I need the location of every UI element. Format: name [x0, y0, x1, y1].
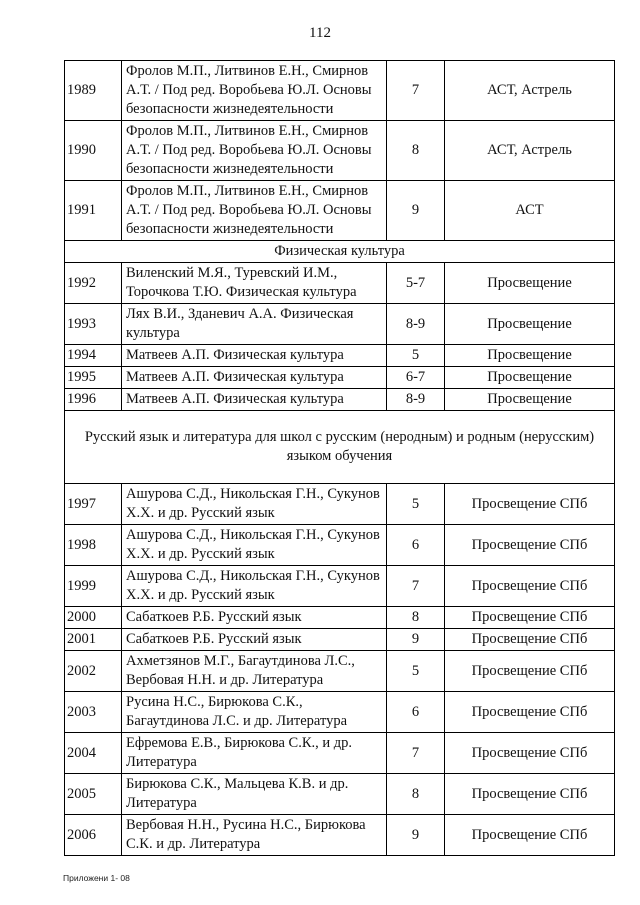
table-row: [65, 692, 615, 733]
entry-number: 1998: [65, 525, 122, 566]
entry-grade: 6: [387, 692, 445, 733]
table-row: [65, 815, 615, 856]
table-row: [65, 607, 615, 629]
table-body: [65, 61, 615, 856]
table-row: [65, 733, 615, 774]
entry-grade: 5: [387, 484, 445, 525]
table-row: [65, 304, 615, 345]
entry-publisher: Просвещение СПб: [445, 629, 615, 651]
entry-grade: 9: [387, 815, 445, 856]
entry-publisher: АСТ: [445, 181, 615, 241]
entry-publisher: Просвещение СПб: [445, 607, 615, 629]
entry-grade: 7: [387, 733, 445, 774]
table-row: [65, 629, 615, 651]
entry-publisher: Просвещение: [445, 389, 615, 411]
entry-title: Матвеев А.П. Физическая культура: [122, 389, 387, 411]
entry-title: Матвеев А.П. Физическая культура: [122, 345, 387, 367]
table-row: [65, 525, 615, 566]
table-row: [65, 181, 615, 241]
table-row: [65, 484, 615, 525]
entry-title: Русина Н.С., Бирюкова С.К., Багаутдинова Л.С. и др. Литература: [122, 692, 387, 733]
table-row: [65, 566, 615, 607]
entry-grade: 8-9: [387, 304, 445, 345]
entry-title: Ахметзянов М.Г., Багаутдинова Л.С., Вербовая Н.Н. и др. Литература: [122, 651, 387, 692]
entry-number: 2001: [65, 629, 122, 651]
entry-publisher: Просвещение СПб: [445, 525, 615, 566]
entry-grade: 7: [387, 61, 445, 121]
entry-title: Фролов М.П., Литвинов Е.Н., Смирнов А.Т. / Под ред. Воробьева Ю.Л. Основы безопасности жизнедеятельности: [122, 181, 387, 241]
entry-publisher: Просвещение СПб: [445, 774, 615, 815]
entry-grade: 8: [387, 607, 445, 629]
entry-title: Виленский М.Я., Туревский И.М., Торочкова Т.Ю. Физическая культура: [122, 263, 387, 304]
entry-number: 2005: [65, 774, 122, 815]
entry-number: 1990: [65, 121, 122, 181]
entry-title: Ефремова Е.В., Бирюкова С.К., и др. Литература: [122, 733, 387, 774]
table-row: [65, 121, 615, 181]
entry-publisher: Просвещение: [445, 263, 615, 304]
page-number: 112: [309, 25, 331, 41]
entry-title: Матвеев А.П. Физическая культура: [122, 367, 387, 389]
table-row: [65, 774, 615, 815]
entry-grade: 9: [387, 629, 445, 651]
entry-publisher: Просвещение СПб: [445, 566, 615, 607]
entry-title: Сабаткоев Р.Б. Русский язык: [122, 607, 387, 629]
entry-number: 1999: [65, 566, 122, 607]
entry-number: 2006: [65, 815, 122, 856]
entry-grade: 8-9: [387, 389, 445, 411]
entry-publisher: АСТ, Астрель: [445, 121, 615, 181]
entry-number: 1997: [65, 484, 122, 525]
entry-publisher: Просвещение СПб: [445, 692, 615, 733]
entry-publisher: АСТ, Астрель: [445, 61, 615, 121]
table-row: [65, 345, 615, 367]
entry-publisher: Просвещение СПб: [445, 815, 615, 856]
entry-publisher: Просвещение: [445, 345, 615, 367]
entry-number: 1989: [65, 61, 122, 121]
table-row: [65, 61, 615, 121]
entry-number: 1994: [65, 345, 122, 367]
table-row: [65, 367, 615, 389]
entry-title: Вербовая Н.Н., Русина Н.С., Бирюкова С.К. и др. Литература: [122, 815, 387, 856]
entry-number: 1991: [65, 181, 122, 241]
entry-grade: 9: [387, 181, 445, 241]
footer-note: Приложени 1- 08: [63, 873, 130, 883]
entry-title: Фролов М.П., Литвинов Е.Н., Смирнов А.Т. / Под ред. Воробьева Ю.Л. Основы безопасности жизнедеятельности: [122, 61, 387, 121]
textbook-table: [64, 60, 615, 856]
entry-grade: 6: [387, 525, 445, 566]
entry-title: Ашурова С.Д., Никольская Г.Н., Сукунов Х.Х. и др. Русский язык: [122, 525, 387, 566]
entry-number: 1993: [65, 304, 122, 345]
entry-grade: 5-7: [387, 263, 445, 304]
entry-number: 2004: [65, 733, 122, 774]
table-row: [65, 389, 615, 411]
entry-title: Сабаткоев Р.Б. Русский язык: [122, 629, 387, 651]
section-header-row: [65, 241, 615, 263]
section-title: Физическая культура: [65, 241, 615, 263]
section-title: Русский язык и литература для школ с русским (неродным) и родным (нерусским) языком обучения: [65, 411, 615, 484]
entry-title: Фролов М.П., Литвинов Е.Н., Смирнов А.Т. / Под ред. Воробьева Ю.Л. Основы безопасности жизнедеятельности: [122, 121, 387, 181]
entry-title: Лях В.И., Зданевич А.А. Физическая культура: [122, 304, 387, 345]
table-row: [65, 263, 615, 304]
entry-number: 2003: [65, 692, 122, 733]
entry-grade: 8: [387, 121, 445, 181]
entry-title: Бирюкова С.К., Мальцева К.В. и др. Литература: [122, 774, 387, 815]
entry-title: Ашурова С.Д., Никольская Г.Н., Сукунов Х.Х. и др. Русский язык: [122, 484, 387, 525]
entry-publisher: Просвещение: [445, 304, 615, 345]
table-row: [65, 651, 615, 692]
entry-grade: 5: [387, 651, 445, 692]
entry-title: Ашурова С.Д., Никольская Г.Н., Сукунов Х.Х. и др. Русский язык: [122, 566, 387, 607]
entry-publisher: Просвещение СПб: [445, 484, 615, 525]
entry-publisher: Просвещение: [445, 367, 615, 389]
entry-number: 2000: [65, 607, 122, 629]
entry-number: 1995: [65, 367, 122, 389]
section-header-row: [65, 411, 615, 484]
entry-number: 1992: [65, 263, 122, 304]
entry-number: 2002: [65, 651, 122, 692]
entry-grade: 8: [387, 774, 445, 815]
entry-grade: 5: [387, 345, 445, 367]
entry-number: 1996: [65, 389, 122, 411]
entry-publisher: Просвещение СПб: [445, 733, 615, 774]
entry-grade: 6-7: [387, 367, 445, 389]
entry-publisher: Просвещение СПб: [445, 651, 615, 692]
entry-grade: 7: [387, 566, 445, 607]
